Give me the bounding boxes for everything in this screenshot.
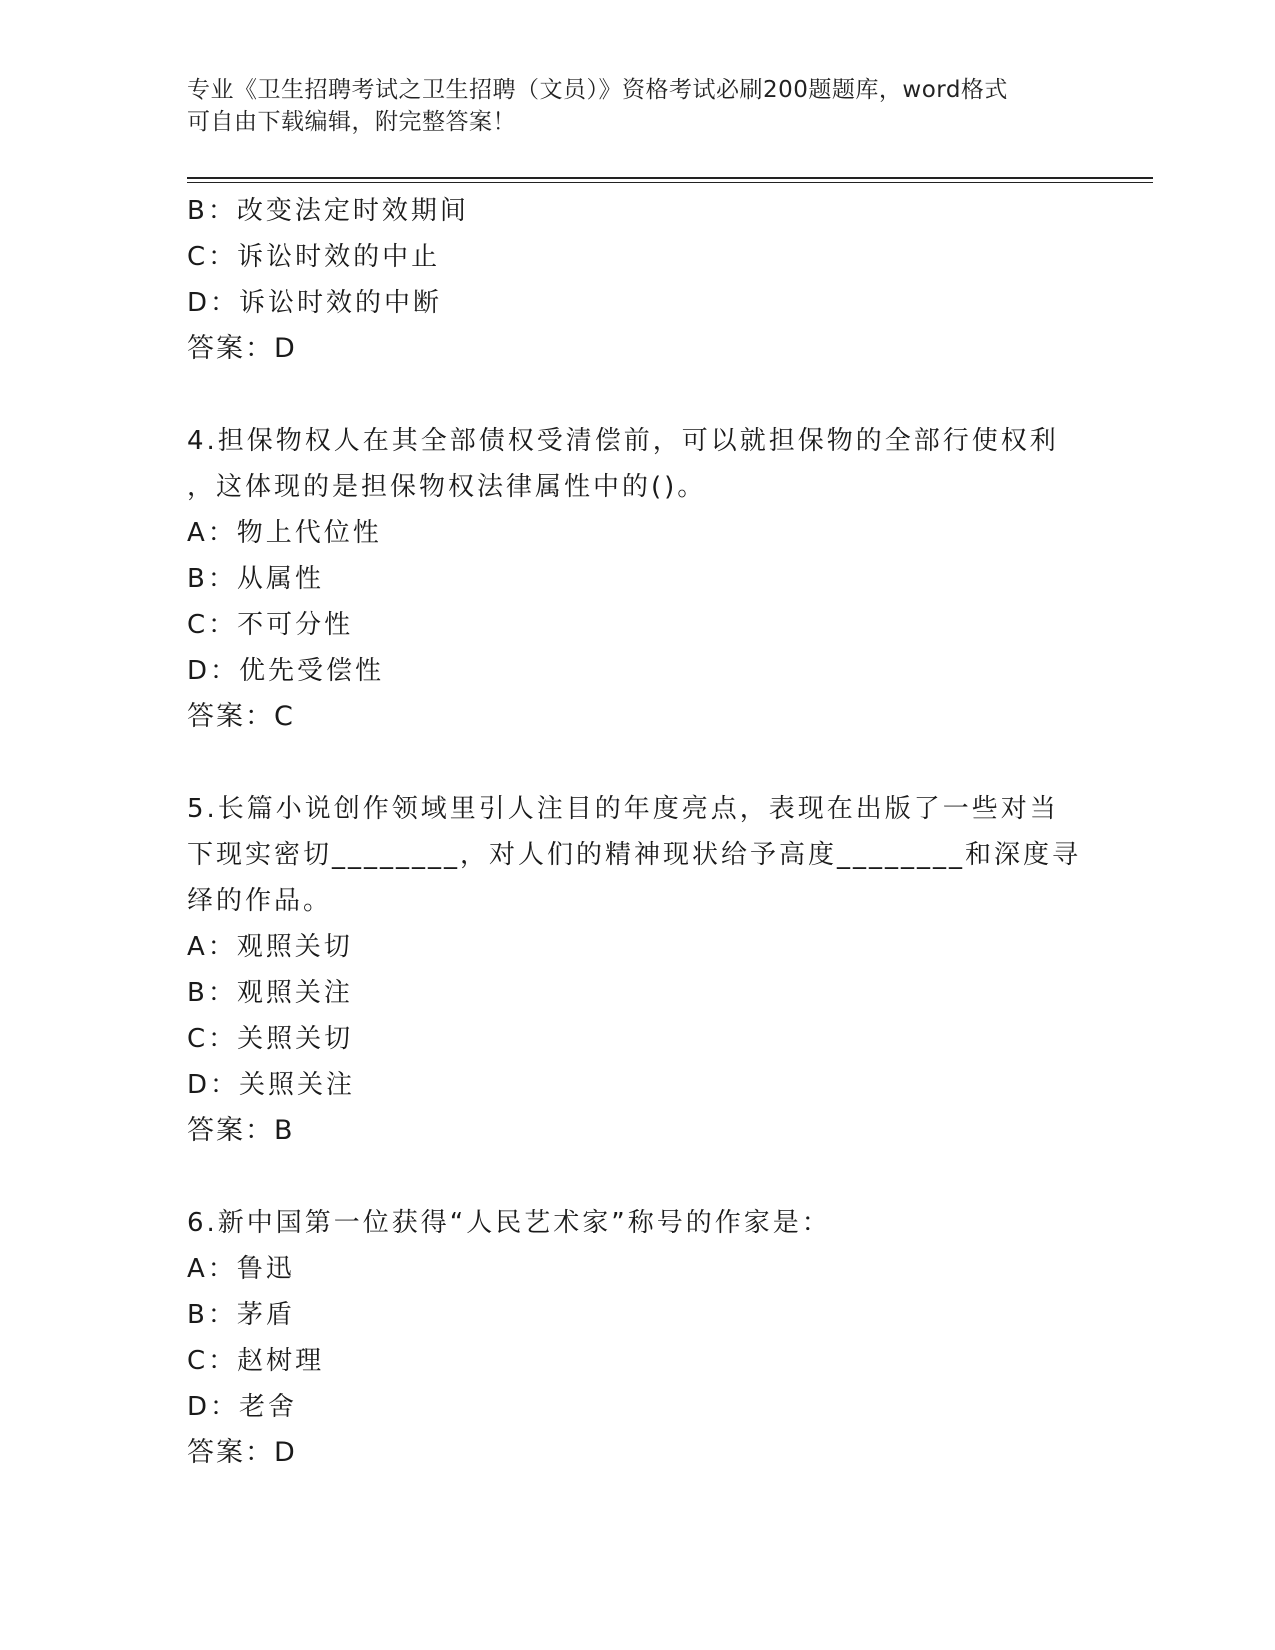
question-stem-line: 4.担保物权人在其全部债权受清偿前，可以就担保物的全部行使权利	[187, 426, 1059, 456]
option-a: A：物上代位性	[187, 518, 382, 548]
option-d: D：诉讼时效的中断	[187, 288, 443, 318]
option-b: B：观照关注	[187, 978, 353, 1008]
question-stem-line: 5.长篇小说创作领域里引人注目的年度亮点，表现在出版了一些对当	[187, 794, 1059, 824]
option-c: C：不可分性	[187, 610, 354, 640]
question-stem-line: 6.新中国第一位获得“人民艺术家”称号的作家是：	[187, 1208, 831, 1238]
option-a: A：观照关切	[187, 932, 353, 962]
option-d: D：关照关注	[187, 1070, 356, 1100]
question-list	[187, 188, 1087, 1476]
option-c: C：赵树理	[187, 1346, 325, 1376]
question-5	[187, 786, 1087, 1154]
question-stem-line: ，这体现的是担保物权法律属性中的()。	[187, 472, 707, 502]
header-line-2: 可自由下载编辑，附完整答案！	[187, 109, 516, 135]
answer: 答案：C	[187, 701, 295, 732]
prev-question-block	[187, 188, 1087, 372]
option-a: A：鲁迅	[187, 1254, 295, 1284]
answer: 答案：B	[187, 1115, 295, 1146]
question-4	[187, 418, 1087, 740]
spacer	[187, 740, 1087, 786]
header-divider-thick	[187, 177, 1153, 179]
header-divider-thin	[187, 182, 1153, 183]
question-stem-line: 绎的作品。	[187, 886, 333, 916]
option-d: D：优先受偿性	[187, 656, 385, 686]
question-stem-line: 下现实密切________，对人们的精神现状给予高度________和深度寻	[187, 840, 1082, 870]
spacer	[187, 1154, 1087, 1200]
document-header	[187, 74, 1067, 138]
option-d: D：老舍	[187, 1392, 298, 1422]
option-b: B：茅盾	[187, 1300, 295, 1330]
option-c: C：诉讼时效的中止	[187, 242, 441, 272]
answer: 答案：D	[187, 1437, 297, 1468]
option-b: B：从属性	[187, 564, 324, 594]
header-line-1: 专业《卫生招聘考试之卫生招聘（文员）》资格考试必刷200题题库，word格式	[187, 77, 1008, 103]
spacer	[187, 372, 1087, 418]
answer: 答案：D	[187, 333, 297, 364]
option-b: B：改变法定时效期间	[187, 196, 469, 226]
question-6	[187, 1200, 1087, 1476]
option-c: C：关照关切	[187, 1024, 354, 1054]
